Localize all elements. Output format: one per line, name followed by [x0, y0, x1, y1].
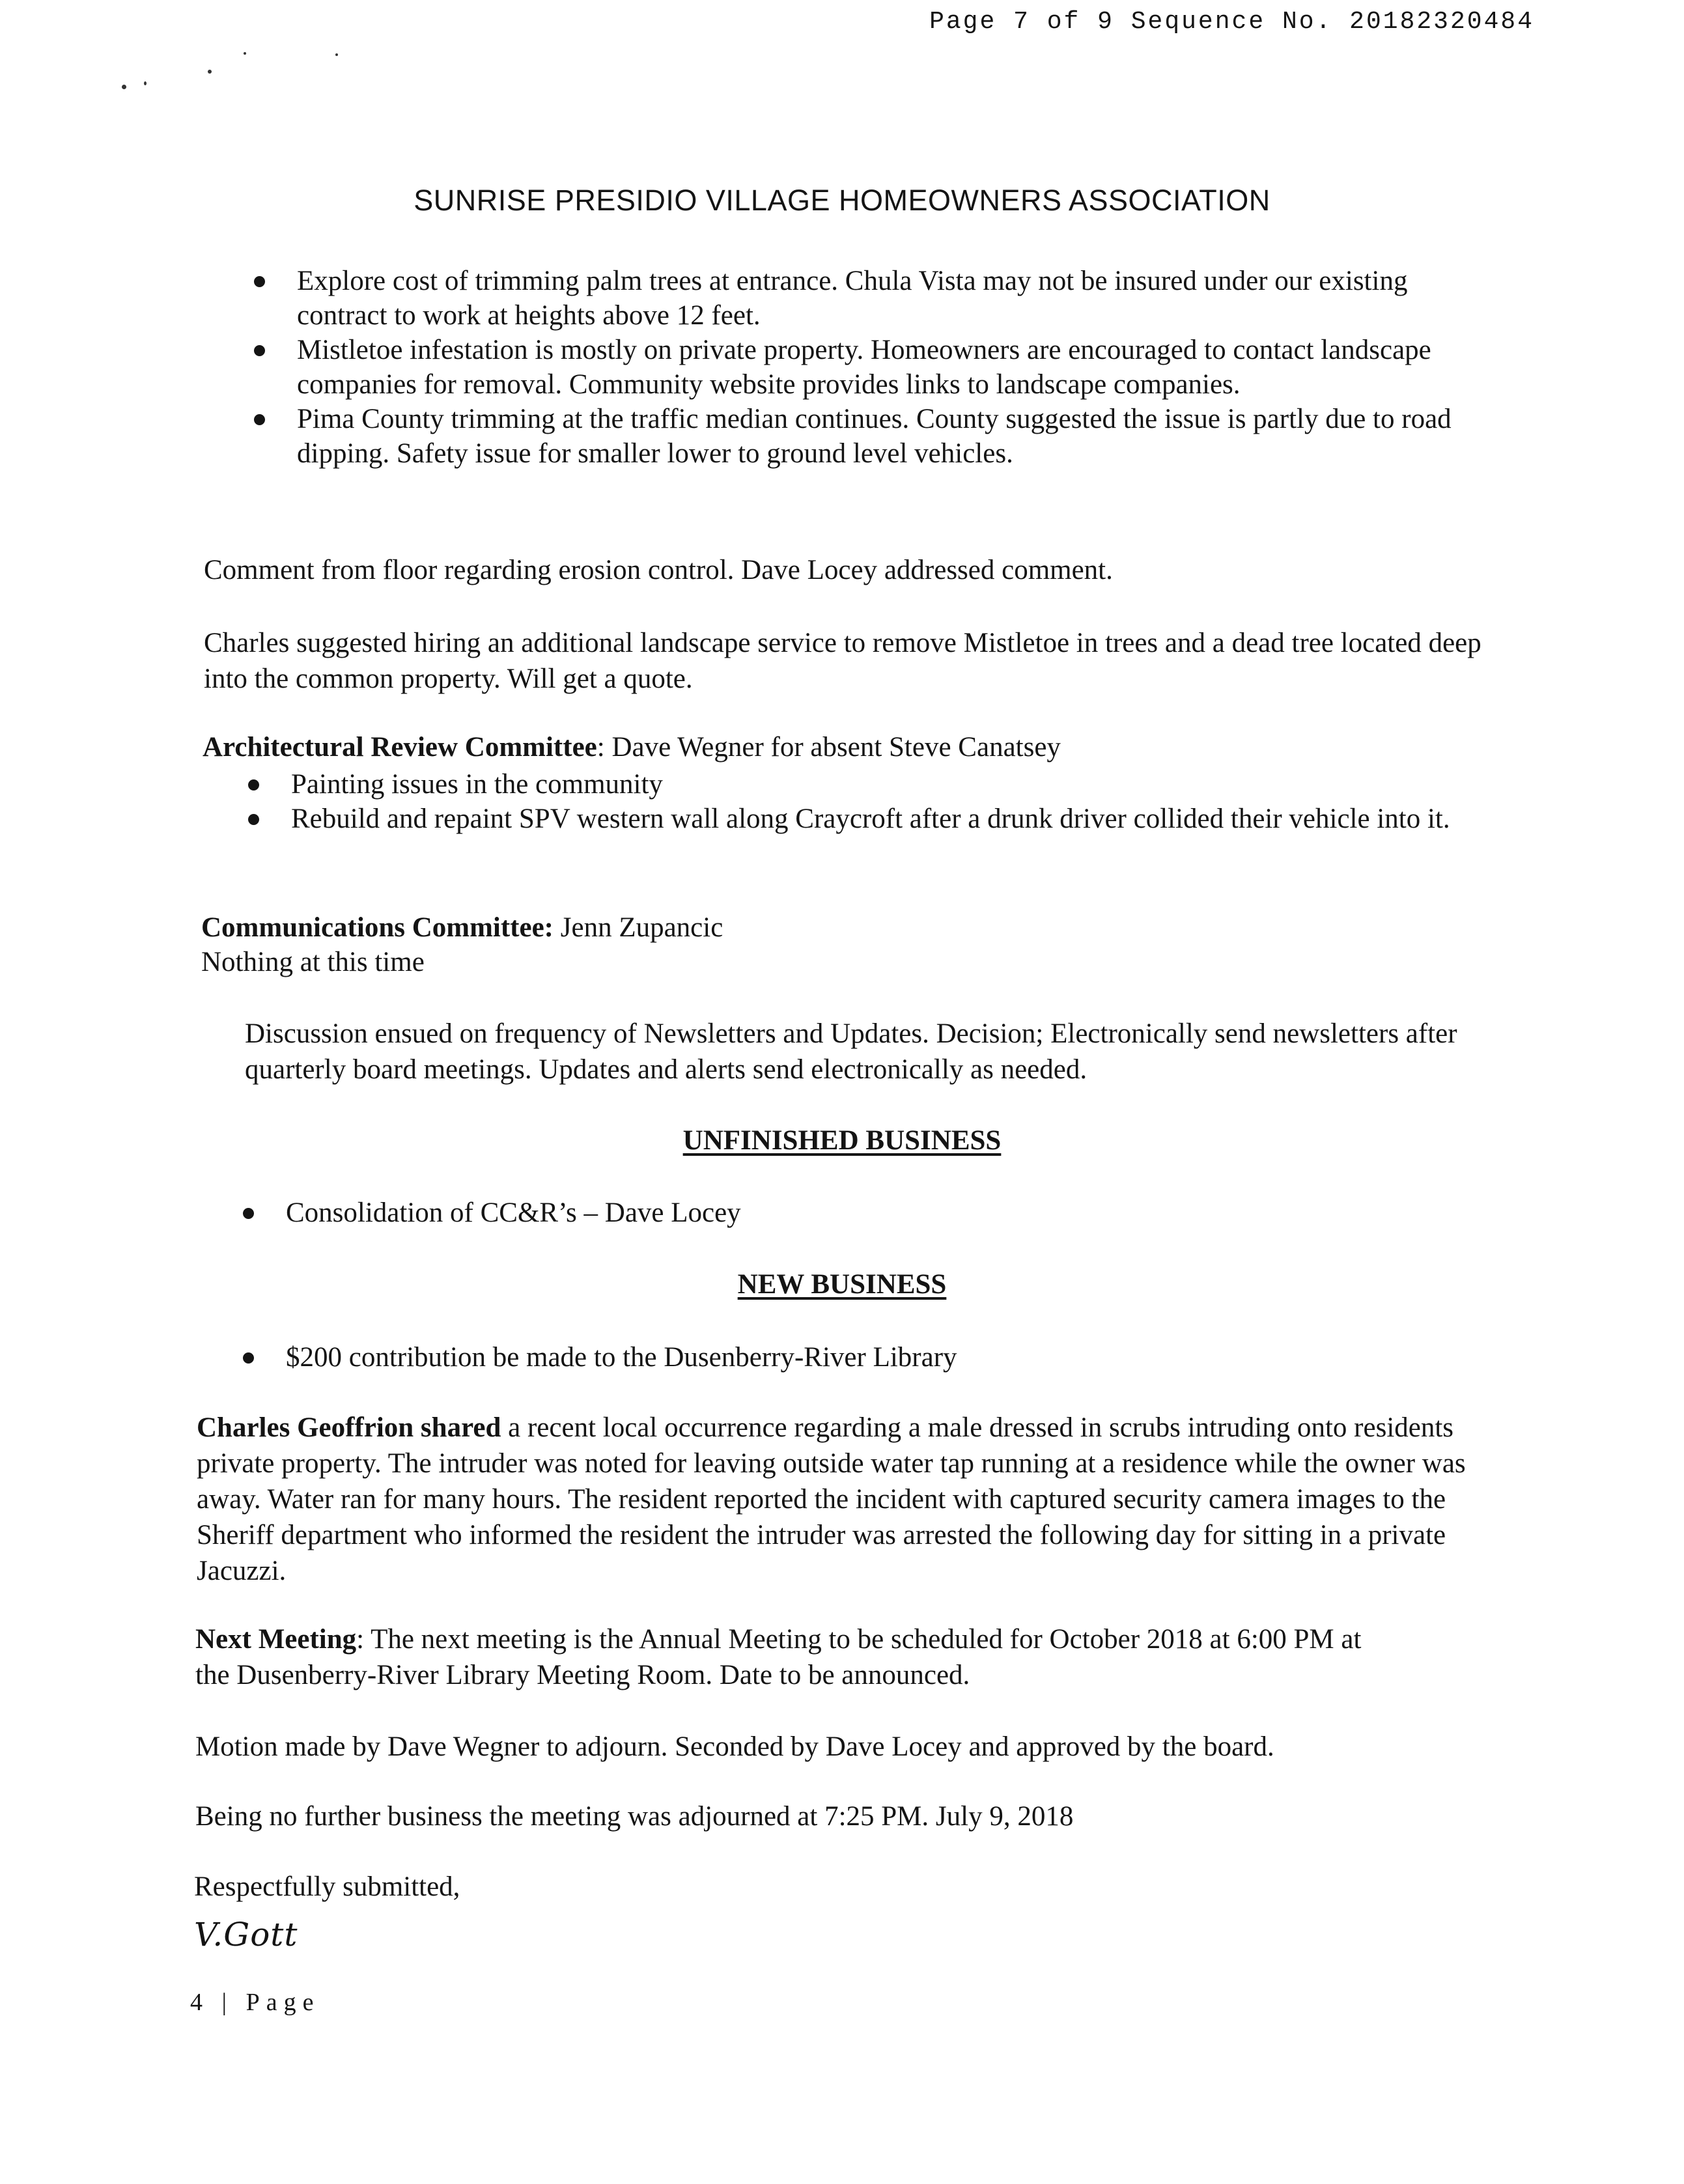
list-item: Mistletoe infestation is mostly on private property. Homeowners are encouraged to contact landscape companies for removal. Community website provides links to landscape companies.: [254, 333, 1465, 402]
scan-speck: [144, 81, 147, 85]
arc-heading-line: [203, 729, 1570, 765]
communications-label: Communications Committee:: [201, 912, 554, 943]
new-business-list: [243, 1340, 1415, 1375]
scan-speck: [122, 85, 126, 89]
next-meeting-paragraph: [195, 1621, 1368, 1693]
charles-shared-text: a recent local occurrence regarding a male dressed in scrubs intruding onto residents private property. The intruder was noted for leaving outside water tap running at a residence while the owner was away. Water ran for many hours. The resident reported the incident with captured security camera images to the Sheriff department who informed the resident the intruder was arrested the following day for sitting in a private Jacuzzi.: [197, 1412, 1466, 1586]
communications-heading-line: [201, 910, 1504, 945]
arc-bullet-list: [248, 767, 1472, 836]
intruder-report: [197, 1410, 1473, 1589]
adjourn-motion: Motion made by Dave Wegner to adjourn. Seconded by Dave Locey and approved by the board.: [195, 1731, 1274, 1762]
charles-suggestion: Charles suggested hiring an additional landscape service to remove Mistletoe in trees and a dead tree located deep into the common property. Will get a quote.: [204, 628, 1481, 694]
list-item: Explore cost of trimming palm trees at entrance. Chula Vista may not be insured under our existing contract to work at heights above 12 feet.: [254, 264, 1465, 333]
unfinished-business-heading: UNFINISHED BUSINESS: [682, 1125, 1002, 1156]
signature: V.Gott: [194, 1916, 298, 1953]
erosion-comment: Comment from floor regarding erosion control. Dave Locey addressed comment.: [204, 555, 1113, 585]
communications-note: Nothing at this time: [201, 947, 425, 977]
closing-line: Respectfully submitted,: [194, 1871, 460, 1902]
charles-shared-label: Charles Geoffrion shared: [197, 1412, 501, 1443]
scan-speck: [244, 52, 246, 55]
list-item: Consolidation of CC&R’s – Dave Locey: [243, 1196, 1415, 1230]
list-item: Pima County trimming at the traffic median continues. County suggested the issue is partly due to road dipping. Safety issue for smaller lower to ground level vehicles.: [254, 402, 1465, 471]
landscape-bullet-list: [254, 264, 1465, 471]
scan-speck: [208, 70, 212, 74]
adjournment-statement: Being no further business the meeting was adjourned at 7:25 PM. July 9, 2018: [195, 1801, 1074, 1832]
document-title: SUNRISE PRESIDIO VILLAGE HOMEOWNERS ASSOCIATION: [414, 184, 1270, 217]
list-item: $200 contribution be made to the Dusenberry-River Library: [243, 1340, 1415, 1375]
unfinished-business-list: [243, 1196, 1415, 1230]
list-item: Painting issues in the community: [248, 767, 1472, 802]
newsletter-discussion: Discussion ensued on frequency of Newsletters and Updates. Decision; Electronically send newsletters after quarterly board meetings. Updates and alerts send electronically as needed.: [245, 1018, 1457, 1085]
next-meeting-label: Next Meeting: [195, 1624, 357, 1655]
next-meeting-text: : The next meeting is the Annual Meeting to be scheduled for October 2018 at 6:00 PM at the Dusenberry-River Library Meeting Room. Date to be announced.: [195, 1624, 1362, 1690]
scan-speck: [335, 53, 338, 56]
new-business-heading: NEW BUSINESS: [737, 1269, 947, 1300]
communications-member: Jenn Zupancic: [554, 912, 723, 943]
arc-attendee: : Dave Wegner for absent Steve Canatsey: [596, 732, 1061, 763]
page-footer: 4 | Page: [190, 1989, 320, 2016]
page-sequence-stamp: Page 7 of 9 Sequence No. 20182320484: [929, 8, 1534, 36]
list-item: Rebuild and repaint SPV western wall along Craycroft after a drunk driver collided their vehicle into it.: [248, 802, 1472, 836]
arc-label: Architectural Review Committee: [203, 732, 597, 763]
